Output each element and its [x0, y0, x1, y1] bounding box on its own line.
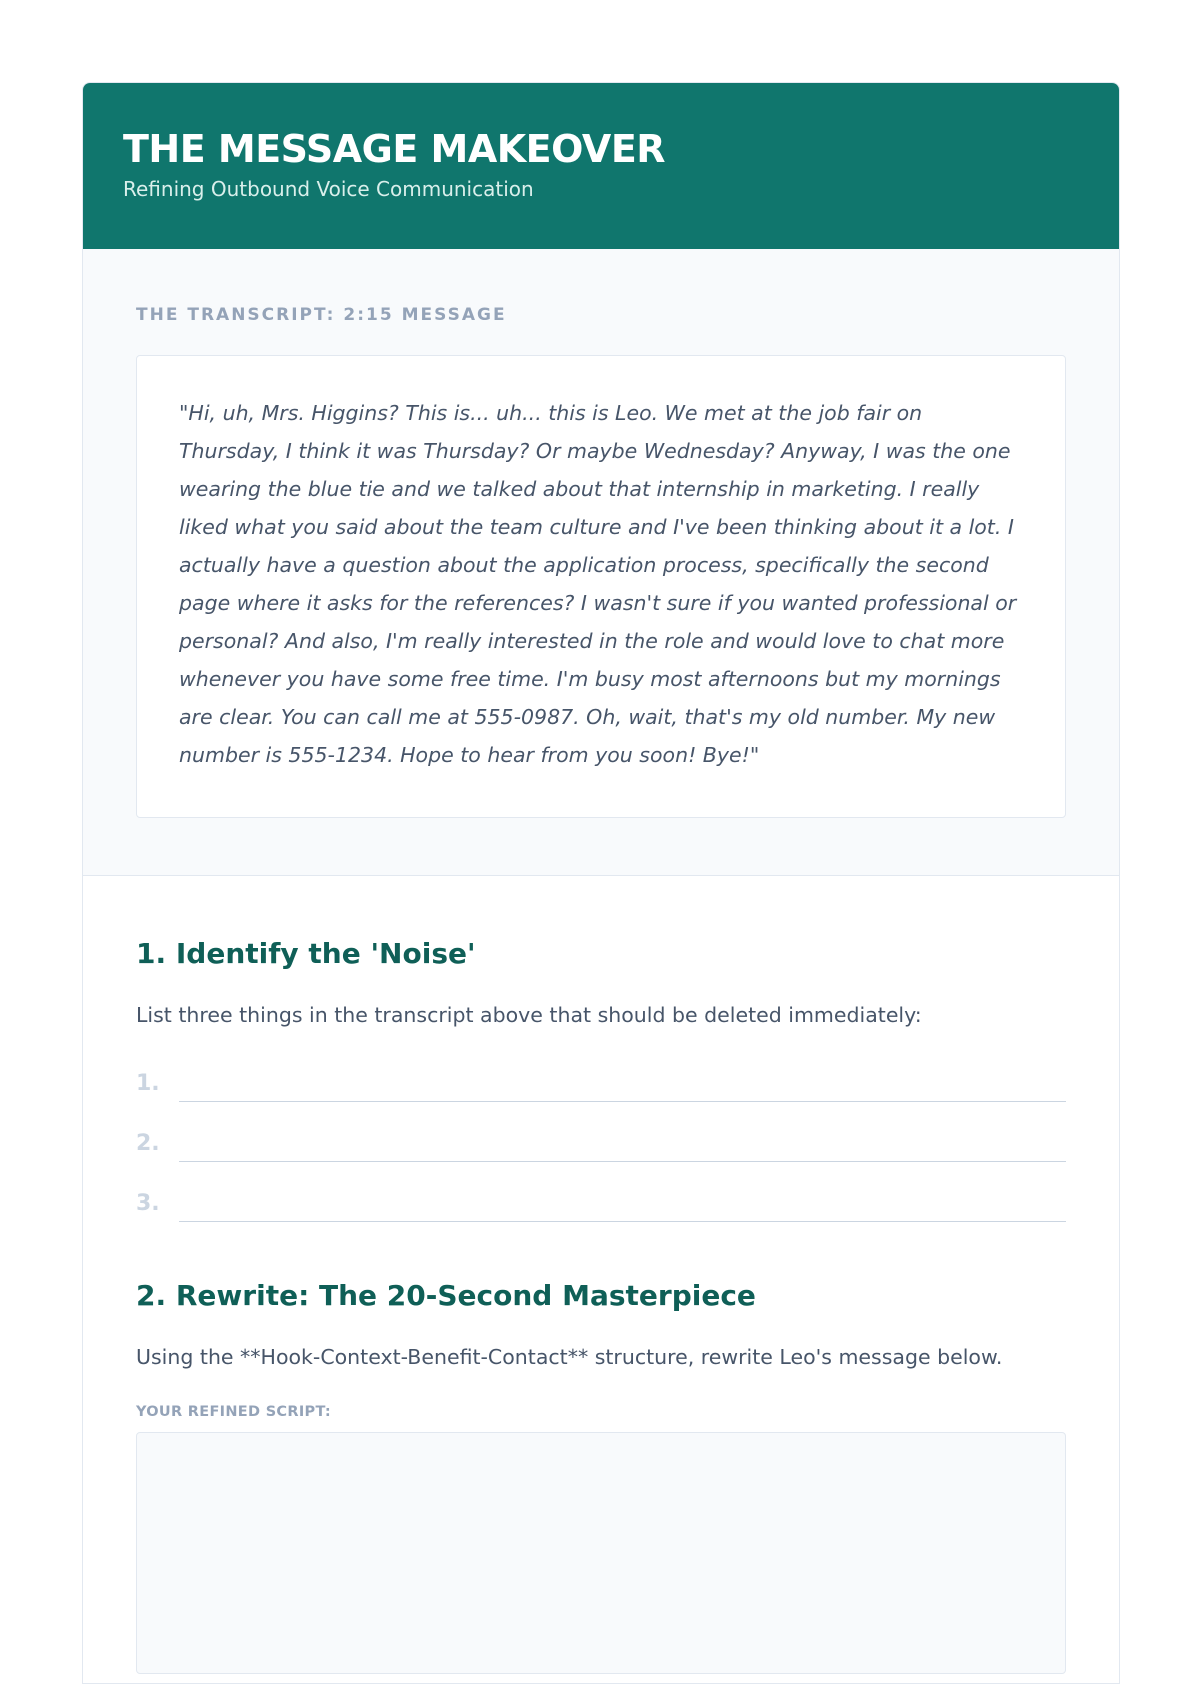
answer-lines — [136, 1042, 1066, 1222]
worksheet-card — [82, 82, 1120, 1684]
page-title: THE MESSAGE MAKEOVER — [123, 127, 666, 171]
answer-input-3[interactable] — [179, 1184, 1066, 1222]
question-2-prompt: Using the **Hook-Context-Benefit-Contact** structure, rewrite Leo's message below. — [136, 1345, 1003, 1369]
transcript-box — [136, 355, 1066, 818]
answer-number: 2. — [136, 1131, 160, 1156]
refined-script-input[interactable] — [136, 1432, 1066, 1674]
worksheet-header — [83, 83, 1119, 249]
page-subtitle: Refining Outbound Voice Communication — [123, 177, 534, 201]
transcript-label: THE TRANSCRIPT: 2:15 MESSAGE — [136, 305, 507, 325]
question-2 — [136, 1278, 1066, 1674]
answer-input-1[interactable] — [179, 1064, 1066, 1102]
question-1-heading: 1. Identify the 'Noise' — [136, 937, 476, 970]
answer-line-1[interactable] — [136, 1042, 1066, 1102]
transcript-section — [83, 249, 1119, 876]
refined-script-label: YOUR REFINED SCRIPT: — [136, 1404, 331, 1420]
answer-number: 3. — [136, 1191, 160, 1216]
question-2-heading: 2. Rewrite: The 20-Second Masterpiece — [136, 1279, 756, 1312]
answer-line-3[interactable] — [136, 1162, 1066, 1222]
answer-line-2[interactable] — [136, 1102, 1066, 1162]
question-1-prompt: List three things in the transcript above that should be deleted immediately: — [136, 1003, 922, 1027]
transcript-text: "Hi, uh, Mrs. Higgins? This is... uh... this is Leo. We met at the job fair on Thursday, I think it was Thursday? Or maybe Wednesday? Anyway, I was the one wearing the blue tie and we talked about that internship in marketing. I really liked what you said about the team culture and I've been thinking about it a lot. I actually have a question about the application process, specifically the second page where it asks for the references? I wasn't sure if you wanted professional or personal? And also, I'm really interested in the role and would love to chat more whenever you have some free time. I'm busy most afternoons but my mornings are clear. You can call me at 555-0987. Oh, wait, that's my old number. My new number is 555-1234. Hope to hear from you soon! Bye!" — [179, 401, 1017, 767]
exercise-section — [83, 876, 1119, 1674]
answer-number: 1. — [136, 1071, 160, 1096]
answer-input-2[interactable] — [179, 1124, 1066, 1162]
